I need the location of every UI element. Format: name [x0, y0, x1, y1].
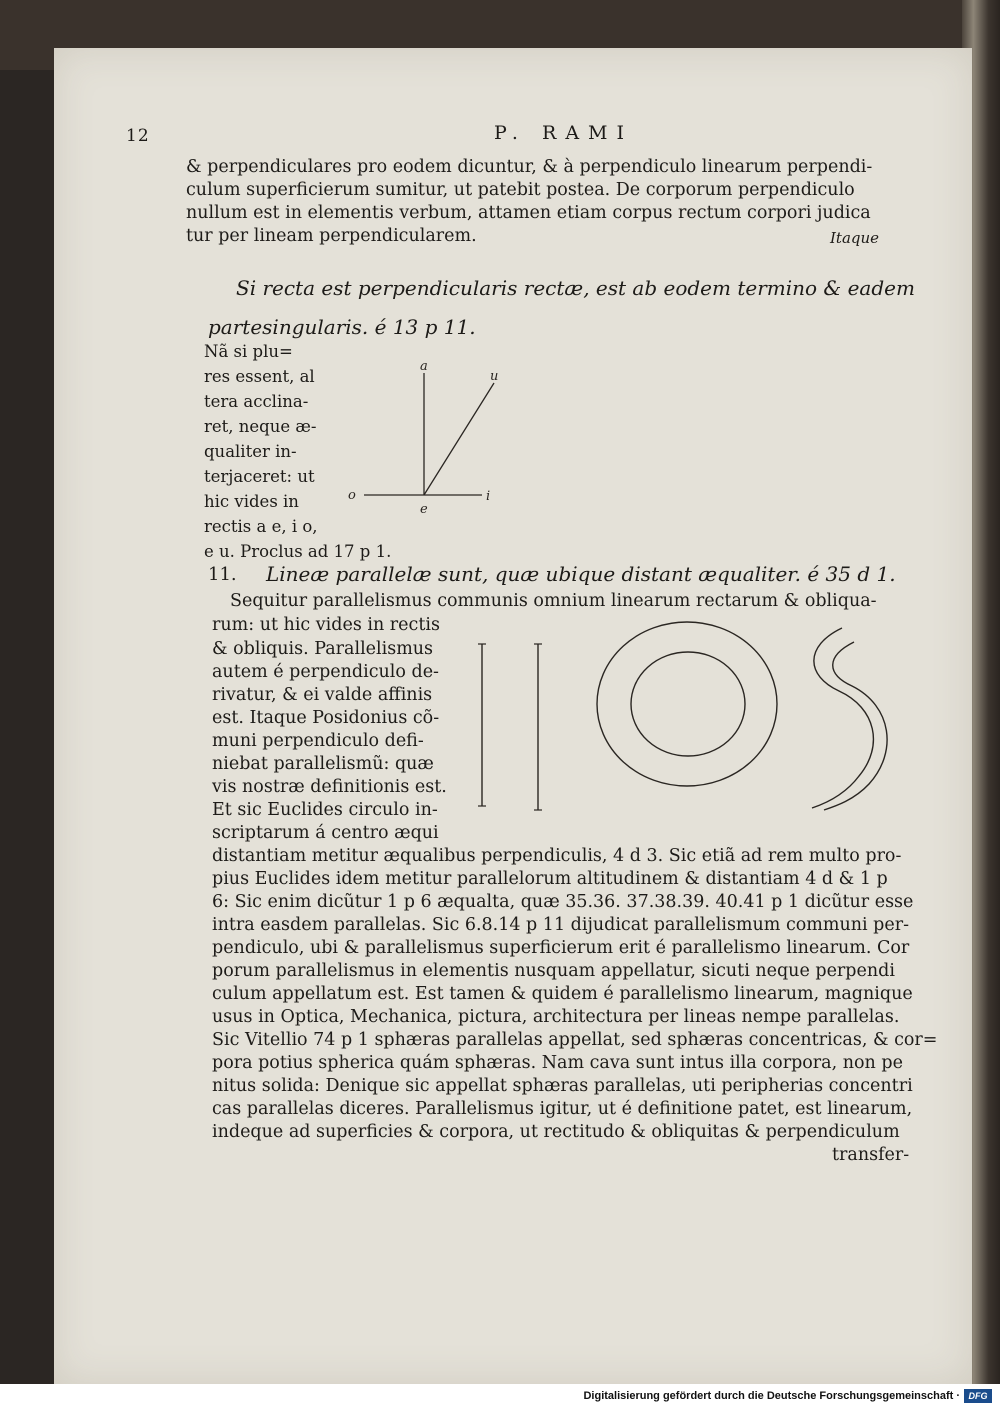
label-o: o — [348, 488, 356, 503]
text-line: pendiculo, ubi & parallelismus superficierum erit é parallelismo linearum. Cor — [212, 938, 910, 958]
text-line: intra easdem parallelas. Sic 6.8.14 p 11 dijudicat parallelismum communi per- — [212, 915, 910, 935]
text-line: nullum est in elementis verbum, attamen etiam corpus rectum corpori judica — [186, 203, 871, 223]
text-line: Sic Vitellio 74 p 1 sphæras parallelas appellat, sed sphæras concentricas, & cor= — [212, 1030, 938, 1050]
text-line: rum: ut hic vides in rectis — [212, 615, 440, 635]
text-line: autem é perpendiculo de- — [212, 662, 439, 682]
proof-line: hic vides in — [204, 492, 299, 511]
text-line: indeque ad superficies & corpora, ut rectitudo & obliquitas & perpendiculum — [212, 1122, 900, 1142]
text-line: Sequitur parallelismus communis omnium linearum rectarum & obliqua- — [230, 591, 877, 611]
s-curve-outer — [812, 628, 873, 808]
label-e: e — [420, 502, 428, 517]
dfg-logo: DFG — [964, 1389, 992, 1403]
proof-line: terjaceret: ut — [204, 467, 315, 486]
book-page — [54, 48, 972, 1384]
s-curve-inner — [824, 642, 887, 810]
catchword: transfer- — [832, 1145, 910, 1165]
text-line: & perpendiculares pro eodem dicuntur, & à perpendiculo linearum perpendi- — [186, 157, 873, 177]
page-number: 12 — [126, 126, 150, 146]
parallels-figure — [464, 636, 904, 826]
text-line: distantiam metitur æqualibus perpendiculis, 4 d 3. Sic etiã ad rem multo pro- — [212, 846, 902, 866]
text-line: muni perpendiculo defi- — [212, 731, 424, 751]
text-line: pius Euclides idem metitur parallelorum altitudinem & distantiam 4 d & 1 p — [212, 869, 888, 889]
text-line: Et sic Euclides circulo in- — [212, 800, 438, 820]
text-line: 6: Sic enim dicũtur 1 p 6 æqualta, quæ 35.36. 37.38.39. 40.41 p 1 dicũtur esse — [212, 892, 914, 912]
text-line: vis nostræ definitionis est. — [212, 777, 447, 797]
text-line: est. Itaque Posidonius cõ- — [212, 708, 440, 728]
proof-line: rectis a e, i o, — [204, 517, 318, 536]
text-line: cas parallelas diceres. Parallelismus igitur, ut é definitione patet, est linearum, — [212, 1099, 913, 1119]
theorem-line: partesingularis. é 13 p 11. — [208, 315, 476, 339]
theorem-line: Si recta est perpendicularis rectæ, est ab eodem termino & eadem — [236, 276, 915, 300]
label-u: u — [490, 369, 499, 384]
proof-line: tera acclina- — [204, 392, 309, 411]
proof-line: res essent, al — [204, 367, 315, 386]
text-line: culum superficierum sumitur, ut patebit postea. De corporum perpendiculo — [186, 180, 855, 200]
perpendicular-figure — [334, 353, 514, 523]
proof-line: ret, neque æ- — [204, 417, 317, 436]
definition-number: 11. — [208, 564, 237, 585]
text-line: tur per lineam perpendicularem. — [186, 226, 477, 246]
text-line: usus in Optica, Mechanica, pictura, architectura per lineas nempe parallelas. — [212, 1007, 900, 1027]
digitization-note: Digitalisierung gefördert durch die Deutsche Forschungsgemeinschaft · — [583, 1390, 960, 1402]
text-line: nitus solida: Denique sic appellat sphæras parallelas, uti peripherias concentri — [212, 1076, 913, 1096]
text-line: niebat parallelismũ: quæ — [212, 754, 434, 774]
running-title: P. RAMI — [494, 122, 633, 144]
text-line: porum parallelismus in elementis nusquam appellatur, sicuti neque perpendi — [212, 961, 895, 981]
label-a: a — [420, 359, 428, 374]
text-line: pora potius spherica quám sphæras. Nam cava sunt intus illa corpora, non pe — [212, 1053, 903, 1073]
text-line: scriptarum á centro æqui — [212, 823, 439, 843]
proof-line: qualiter in- — [204, 442, 297, 461]
inner-circle — [631, 652, 745, 756]
outer-circle — [597, 622, 777, 786]
proof-line: Nã si plu= — [204, 342, 293, 361]
proof-line: e u. Proclus ad 17 p 1. — [204, 542, 392, 561]
line-eu — [424, 383, 494, 495]
text-line: culum appellatum est. Est tamen & quidem é parallelismo linearum, magnique — [212, 984, 913, 1004]
text-line: rivatur, & ei valde affinis — [212, 685, 433, 705]
definition-text: Lineæ parallelæ sunt, quæ ubique distant æqualiter. é 35 d 1. — [266, 562, 896, 586]
text-line: & obliquis. Parallelismus — [212, 639, 434, 659]
label-i: i — [486, 489, 491, 504]
catchword: Itaque — [830, 229, 880, 247]
